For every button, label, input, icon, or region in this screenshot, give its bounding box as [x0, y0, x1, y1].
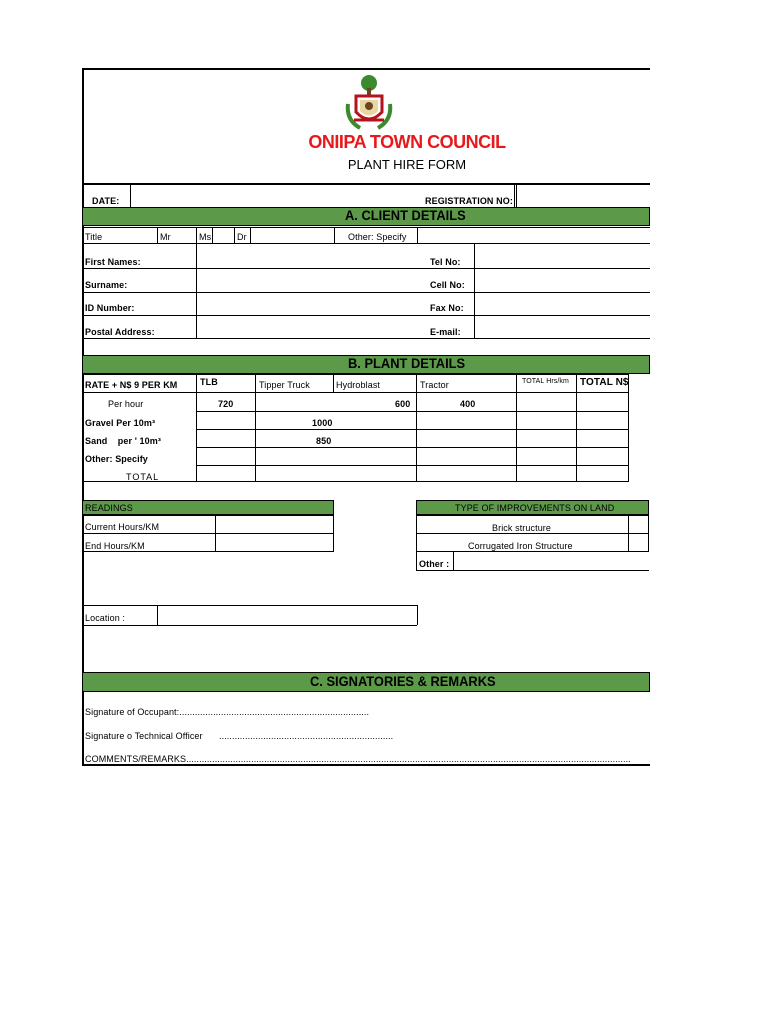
surname-field[interactable] — [197, 269, 423, 292]
comments-remarks[interactable]: COMMENTS/REMARKS........................................................................................................................................................................... — [85, 754, 631, 764]
section-a-title: A. CLIENT DETAILS — [345, 207, 466, 223]
surname-label: Surname: — [85, 280, 128, 290]
postal-address-label: Postal Address: — [85, 327, 155, 337]
col-tipper-truck: Tipper Truck — [259, 380, 310, 390]
id-number-label: ID Number: — [85, 303, 135, 313]
form-title: PLANT HIRE FORM — [347, 157, 467, 172]
section-b-title: B. PLANT DETAILS — [348, 355, 466, 371]
row-total: TOTAL — [126, 472, 160, 482]
current-hours-label: Current Hours/KM — [85, 522, 160, 532]
per-hour-hydroblast: 600 — [395, 399, 411, 409]
title-divider-4 — [234, 227, 235, 243]
fax-field[interactable] — [475, 293, 650, 315]
title-divider-2 — [196, 227, 197, 243]
improvements-row-line — [416, 533, 649, 534]
fax-label: Fax No: — [430, 303, 464, 313]
org-name: ONIIPA TOWN COUNCIL — [308, 132, 506, 152]
officer-signature-line[interactable]: ................................................................... — [219, 731, 394, 741]
location-label: Location : — [85, 613, 126, 623]
improvements-other-field[interactable] — [454, 553, 649, 570]
col-total-ns: TOTAL N$ — [580, 377, 629, 388]
cell-label: Cell No: — [430, 280, 465, 290]
date-label: DATE: — [92, 196, 120, 206]
plant-row-line-4 — [196, 447, 629, 448]
corrugated-iron-checkbox[interactable] — [629, 534, 649, 551]
improvements-other-label: Other : — [419, 559, 450, 569]
title-option-dr[interactable]: Dr — [237, 232, 247, 242]
row-other-specify: Other: Specify — [85, 454, 148, 464]
other-specify-label: Other: Specify — [348, 232, 407, 242]
rate-label: RATE + N$ 9 PER KM — [85, 380, 178, 390]
col-hydroblast: Hydroblast — [336, 380, 381, 390]
postal-address-field[interactable] — [197, 316, 423, 338]
registration-label: REGISTRATION NO: — [425, 196, 513, 206]
readings-title: READINGS — [85, 503, 133, 513]
improvements-title: TYPE OF IMPROVEMENTS ON LAND — [455, 503, 615, 513]
location-line-bottom — [82, 625, 417, 626]
title-label: Title — [85, 232, 103, 242]
officer-signature-label: Signature o Technical Officer — [85, 731, 203, 741]
corrugated-iron-label: Corrugated Iron Structure — [468, 541, 573, 551]
gravel-tipper: 1000 — [312, 418, 333, 428]
title-option-ms[interactable]: Ms — [199, 232, 212, 242]
brick-structure-label: Brick structure — [492, 523, 552, 533]
row-gravel: Gravel Per 10m³ — [85, 418, 156, 428]
sand-tipper: 850 — [316, 436, 332, 446]
form-top-border — [82, 68, 650, 70]
title-divider-3 — [212, 227, 213, 243]
plant-row-line-3 — [196, 429, 629, 430]
title-row-top — [82, 227, 650, 228]
title-divider-6 — [334, 227, 335, 243]
section-c-title: C. SIGNATORIES & REMARKS — [310, 673, 496, 689]
plant-col-3 — [333, 374, 334, 392]
end-hours-label: End Hours/KM — [85, 541, 145, 551]
improvements-other-col — [416, 552, 417, 570]
per-hour-tlb: 720 — [218, 399, 234, 409]
plant-row-line-1 — [82, 392, 629, 393]
email-field[interactable] — [475, 316, 650, 338]
location-col-end — [417, 605, 418, 625]
client-row-line-4 — [82, 338, 650, 339]
title-divider-5 — [250, 227, 251, 243]
first-names-label: First Names: — [85, 257, 141, 267]
title-divider-1 — [157, 227, 158, 243]
council-logo — [340, 74, 398, 132]
improvements-other-line — [416, 570, 649, 571]
tel-label: Tel No: — [430, 257, 461, 267]
brick-structure-checkbox[interactable] — [629, 516, 649, 533]
location-field[interactable] — [158, 606, 416, 625]
plant-row-line-2 — [196, 411, 629, 412]
col-tlb: TLB — [200, 377, 218, 387]
per-hour-tractor: 400 — [460, 399, 476, 409]
title-divider-7 — [417, 227, 418, 243]
row-sand: Sand per ' 10m³ — [85, 436, 161, 446]
id-number-field[interactable] — [197, 293, 423, 315]
tel-field[interactable] — [475, 244, 650, 268]
occupant-signature[interactable]: Signature of Occupant:......................................................................... — [85, 707, 370, 717]
title-option-mr[interactable]: Mr — [160, 232, 171, 242]
form-bottom-border — [82, 764, 650, 766]
col-tractor: Tractor — [420, 380, 449, 390]
plant-row-line-5 — [196, 465, 629, 466]
first-names-field[interactable] — [197, 244, 423, 268]
col-total-hrs: TOTAL Hrs/km — [522, 378, 569, 385]
cell-field[interactable] — [475, 269, 650, 292]
current-hours-field[interactable] — [216, 516, 333, 533]
email-label: E-mail: — [430, 327, 461, 337]
registration-field[interactable] — [516, 185, 650, 207]
row-per-hour: Per hour — [108, 399, 144, 409]
end-hours-field[interactable] — [216, 534, 333, 551]
